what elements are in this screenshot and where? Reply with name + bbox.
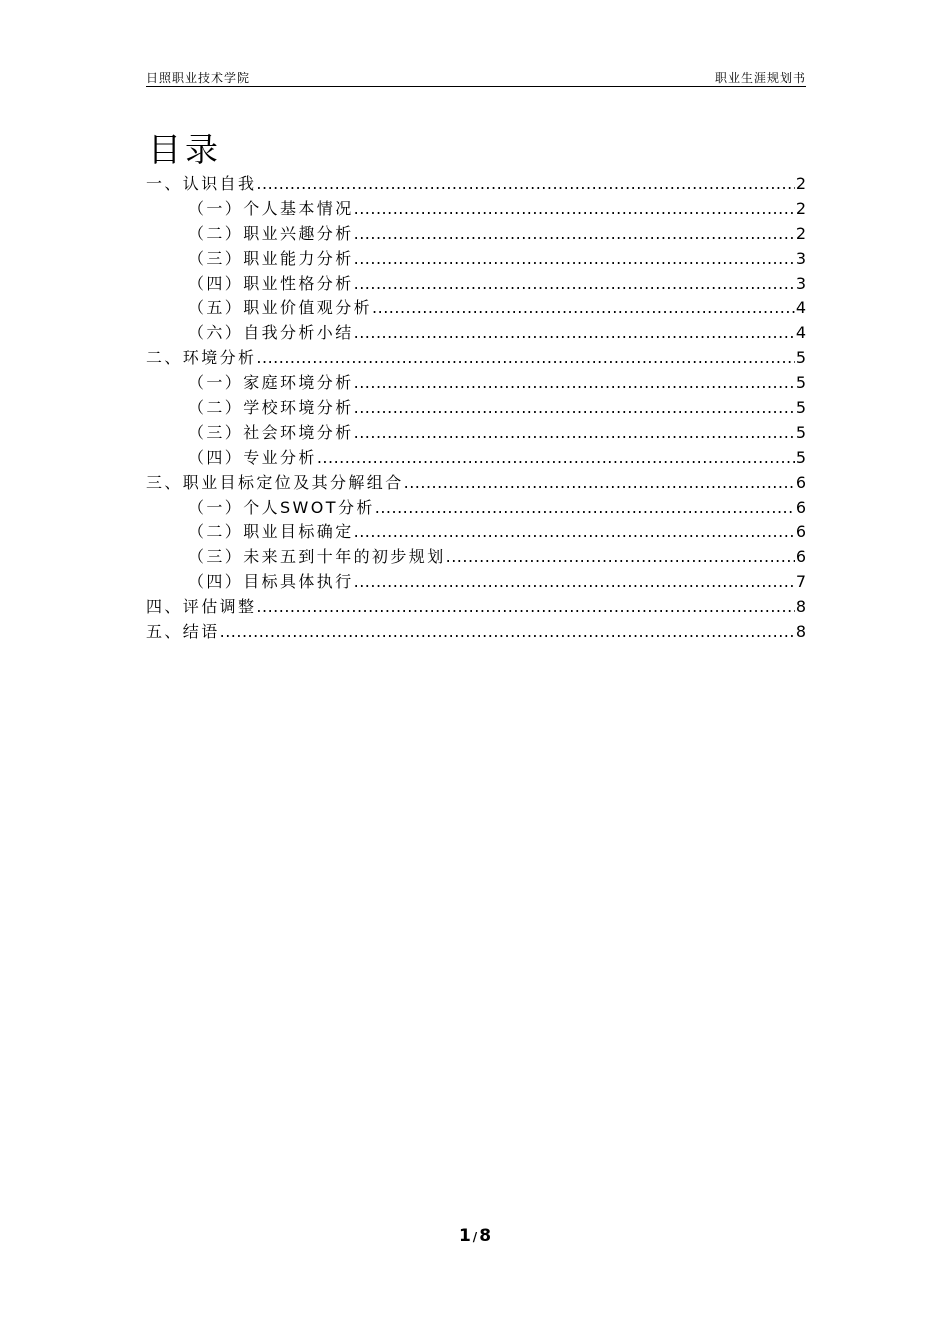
- toc-entry[interactable]: [146, 496, 806, 521]
- toc-leader-dots: [354, 247, 795, 272]
- page-number-separator: /: [472, 1230, 478, 1244]
- toc-entry-page: 5: [795, 422, 806, 442]
- toc-entry-label: （三）职业能力分析: [188, 248, 354, 268]
- toc-entry-label: （二）职业兴趣分析: [188, 223, 354, 243]
- header-institution: 日照职业技术学院: [146, 71, 251, 85]
- toc-entry[interactable]: [146, 471, 806, 496]
- table-of-contents: [146, 172, 806, 645]
- toc-entry-label: （六）自我分析小结: [188, 323, 354, 343]
- toc-entry-label: （三）社会环境分析: [188, 422, 354, 442]
- toc-entry-page: 5: [795, 398, 806, 418]
- toc-leader-dots: [354, 197, 795, 222]
- toc-entry-page: 6: [795, 522, 806, 542]
- toc-entry-page: 2: [795, 198, 806, 218]
- toc-entry-label: （一）个人基本情况: [188, 198, 354, 218]
- toc-entry-page: 5: [795, 373, 806, 393]
- toc-leader-dots: [354, 371, 795, 396]
- toc-leader-dots: [220, 620, 795, 645]
- page-header: [146, 66, 806, 87]
- toc-entry-page: 3: [795, 248, 806, 268]
- toc-leader-dots: [256, 346, 794, 371]
- toc-entry-label: （四）专业分析: [188, 447, 317, 467]
- toc-entry-label: 四、评估调整: [146, 597, 257, 617]
- toc-entry[interactable]: [146, 446, 806, 471]
- toc-leader-dots: [375, 496, 795, 521]
- toc-entry-page: 6: [795, 472, 806, 492]
- toc-entry-label: （二）职业目标确定: [188, 522, 354, 542]
- toc-leader-dots: [372, 296, 795, 321]
- toc-entry-page: 5: [795, 447, 806, 467]
- toc-entry-label: 一、认识自我: [146, 174, 257, 193]
- toc-leader-dots: [256, 172, 794, 197]
- toc-entry-label: 五、结语: [146, 622, 220, 642]
- toc-entry-label: （一）家庭环境分析: [188, 373, 354, 393]
- toc-entry[interactable]: [146, 520, 806, 545]
- toc-entry[interactable]: [146, 595, 806, 620]
- toc-entry[interactable]: [146, 421, 806, 446]
- toc-entry-page: 8: [795, 622, 806, 642]
- toc-entry-page: 7: [795, 572, 806, 592]
- toc-leader-dots: [446, 545, 795, 570]
- toc-leader-dots: [404, 471, 795, 496]
- toc-entry[interactable]: [146, 396, 806, 421]
- toc-entry[interactable]: [146, 247, 806, 272]
- toc-leader-dots: [317, 446, 795, 471]
- toc-heading: 目录: [148, 130, 222, 169]
- toc-entry-label: 二、环境分析: [146, 348, 257, 368]
- toc-leader-dots: [354, 396, 795, 421]
- toc-entry[interactable]: [146, 197, 806, 222]
- toc-entry[interactable]: [146, 346, 806, 371]
- toc-leader-dots: [354, 321, 795, 346]
- toc-entry-page: 4: [795, 323, 806, 343]
- toc-entry-page: 2: [795, 223, 806, 243]
- header-document-title: 职业生涯规划书: [714, 71, 806, 85]
- toc-entry-page: 6: [795, 497, 806, 517]
- toc-entry-label: （四）目标具体执行: [188, 572, 354, 592]
- toc-entry-page: 3: [795, 273, 806, 293]
- toc-entry-label: （二）学校环境分析: [188, 398, 354, 418]
- page-number-footer: [0, 1226, 950, 1246]
- toc-leader-dots: [354, 222, 795, 247]
- toc-entry[interactable]: [146, 570, 806, 595]
- toc-entry-label: （五）职业价值观分析: [188, 298, 373, 318]
- toc-entry[interactable]: [146, 321, 806, 346]
- toc-entry-label: （三）未来五到十年的初步规划: [188, 547, 446, 567]
- toc-entry-page: 6: [795, 547, 806, 567]
- toc-entry-label: 三、职业目标定位及其分解组合: [146, 472, 404, 492]
- toc-entry[interactable]: [146, 545, 806, 570]
- toc-entry-label: （一）个人SWOT分析: [188, 497, 375, 517]
- toc-entry[interactable]: [146, 371, 806, 396]
- toc-entry-page: 5: [795, 348, 806, 368]
- total-page-count: 8: [479, 1226, 492, 1246]
- toc-entry[interactable]: [146, 222, 806, 247]
- toc-leader-dots: [354, 272, 795, 297]
- toc-entry[interactable]: [146, 172, 806, 197]
- toc-entry-page: 4: [795, 298, 806, 318]
- current-page-number: 1: [458, 1226, 471, 1246]
- toc-leader-dots: [354, 520, 795, 545]
- toc-leader-dots: [354, 570, 795, 595]
- toc-leader-dots: [354, 421, 795, 446]
- toc-entry-page: 8: [795, 597, 806, 617]
- toc-entry[interactable]: [146, 272, 806, 297]
- toc-entry[interactable]: [146, 296, 806, 321]
- toc-entry-page: 2: [795, 174, 806, 193]
- toc-leader-dots: [256, 595, 794, 620]
- toc-entry[interactable]: [146, 620, 806, 645]
- toc-entry-label: （四）职业性格分析: [188, 273, 354, 293]
